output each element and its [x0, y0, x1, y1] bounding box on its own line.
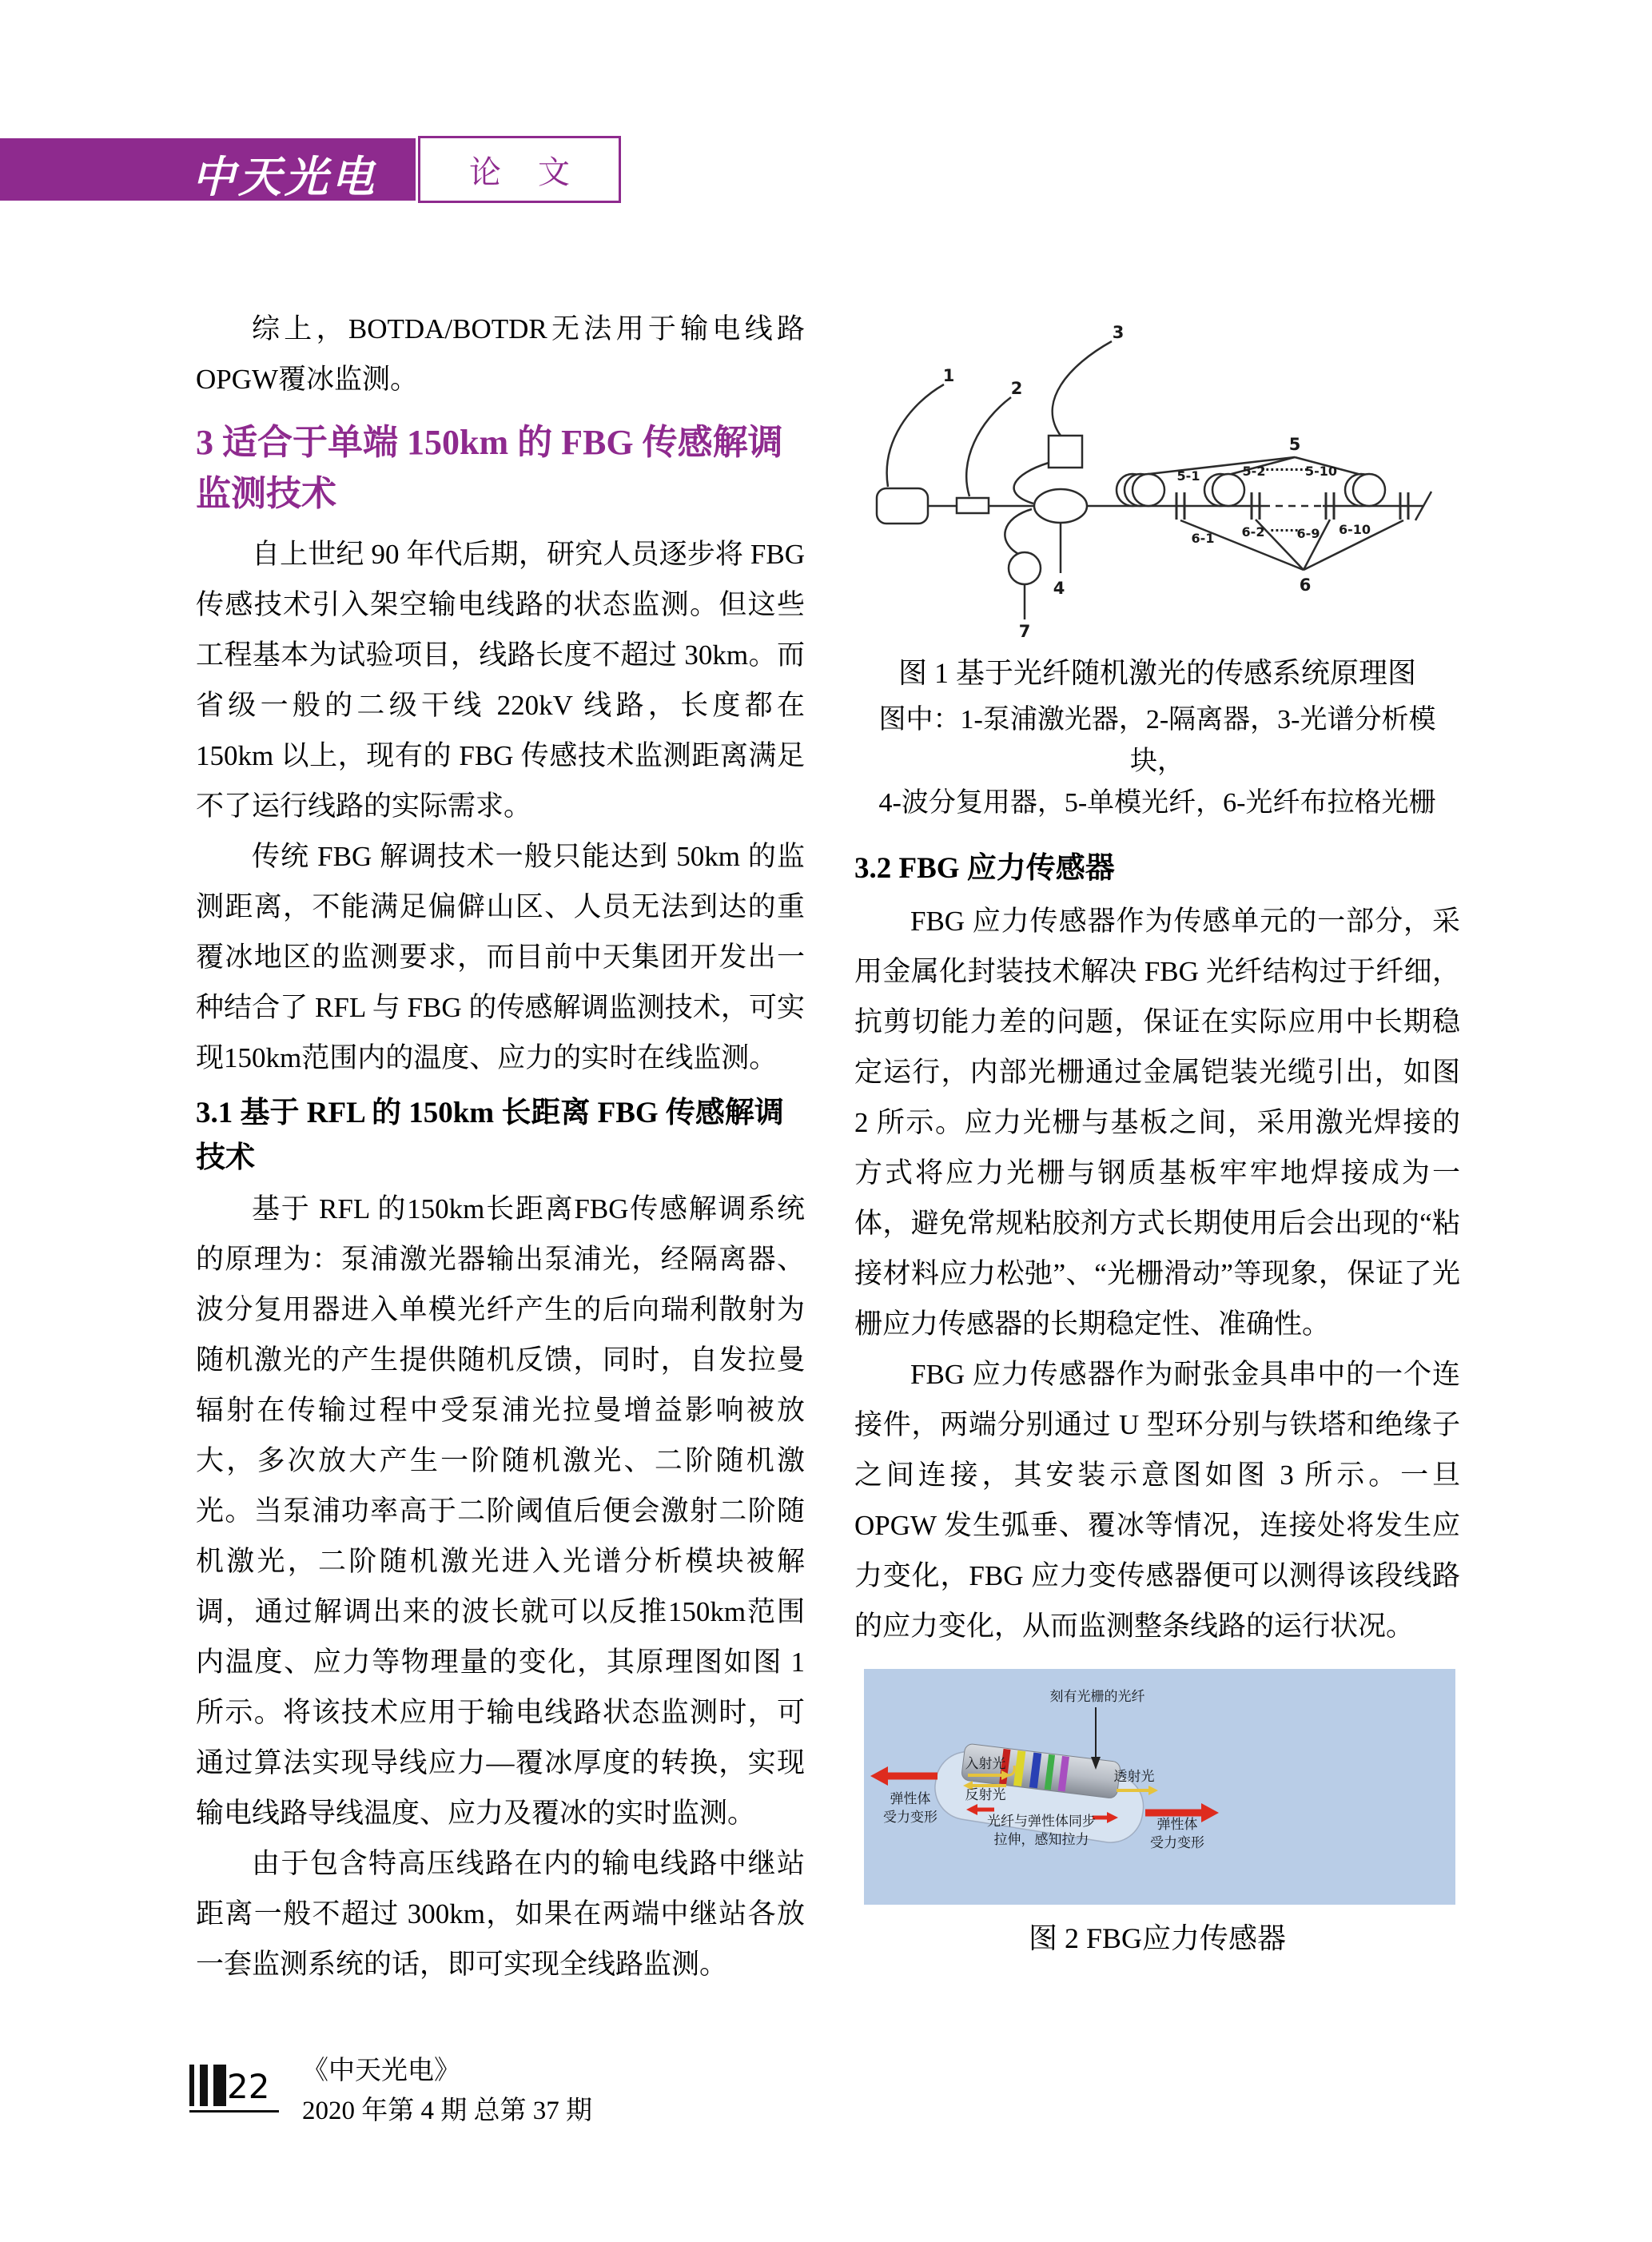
fig2-label-sync-1: 光纤与弹性体同步: [987, 1814, 1096, 1829]
figure1-note-line1: 图中：1-泵浦激光器，2-隔离器，3-光谱分析模块，: [878, 705, 1436, 776]
fig1-label-6-1: 6-1: [1191, 531, 1215, 546]
paragraph-background: 自上世纪 90 年代后期，研究人员逐步将 FBG 传感技术引入架空输电线路的状态监测。但这些工程基本为试验项目，线路长度不超过 30km。而省级一般的二级干线 220kV 线路，长度都在 150km 以上，现有的 FBG 传感技术监测距离满足不了运行线路的实际需求。: [196, 539, 805, 822]
fig1-label-5-10: 5-10: [1304, 464, 1338, 479]
section-3-heading: 3 适合于单端 150km 的 FBG 传感解调监测技术: [196, 423, 783, 513]
figure1-caption: 图 1 基于光纤随机激光的传感系统原理图: [898, 657, 1416, 689]
fig1-leader-3: [1053, 341, 1112, 436]
fig2-label-elastic-left-1: 弹性体: [890, 1791, 931, 1806]
spectrum-analyzer-box: [1049, 436, 1082, 468]
fig2-label-grated-fiber: 刻有光栅的光纤: [1049, 1689, 1145, 1704]
fig1-label-3: 3: [1112, 323, 1125, 342]
right-column: [854, 308, 1460, 1957]
paragraph-relay-station: 由于包含特高压线路在内的输电线路中继站距离一般不超过 300km，如果在两端中继站各放一套监测系统的话，即可实现全线路监测。: [196, 1848, 805, 1980]
figure2-caption: 图 2 FBG应力传感器: [1028, 1922, 1287, 1954]
footer-issue-info: 2020 年第 4 期 总第 37 期: [302, 2097, 592, 2125]
footer-rule: [189, 2110, 279, 2113]
wdm-ellipse: [1034, 489, 1087, 523]
footer-journal-info: [302, 2051, 592, 2131]
fig1-label-6-2: 6-2: [1241, 524, 1265, 540]
fig1-label-6-10: 6-10: [1338, 522, 1371, 537]
fig2-label-reflected: 反射光: [965, 1787, 1006, 1802]
fig1-label-4: 4: [1053, 579, 1065, 598]
figure1-note: [854, 699, 1460, 824]
footer-bar-1: [189, 2065, 194, 2106]
fig1-curve-wdm-to-port7: [1005, 509, 1032, 554]
paper-tag-box: [418, 136, 621, 203]
fig2-label-transmitted: 透射光: [1113, 1769, 1155, 1784]
fig1-label-5-1: 5-1: [1176, 468, 1200, 484]
fig1-dots-5: ··········: [1260, 462, 1309, 477]
footer-bars-icon: [189, 2065, 226, 2106]
fig1-dots-6: ······: [1269, 523, 1300, 538]
figure2-image: [864, 1669, 1455, 1905]
pump-laser-box: [877, 488, 928, 524]
left-column: [196, 304, 805, 1989]
fig1-label-6: 6: [1299, 575, 1312, 595]
fig1-label-5-2: 5-2: [1242, 464, 1266, 479]
figure1-diagram: [854, 308, 1460, 639]
fiber-coil-5-2b: [1212, 474, 1244, 506]
fig1-label-1: 1: [942, 366, 955, 385]
port7-circle: [1009, 552, 1041, 584]
paragraph-rfl-principle: 基于 RFL 的150km长距离FBG传感解调系统的原理为：泵浦激光器输出泵浦光，经隔离器、波分复用器进入单模光纤产生的后向瑞利散射为随机激光的产生提供随机反馈，同时，自发拉曼辐射在传输过程中受泵浦光拉曼增益影响被放大，多次放大产生一阶随机激光、二阶随机激光。当泵浦功率高于二阶阈值后便会激射二阶随机激光，二阶随机激光进入光谱分析模块被解调，通过解调出来的波长就可以反推150km范围内温度、应力等物理量的变化，其原理图如图 1 所示。将该技术应用于输电线路状态监测时，可通过算法实现导线应力—覆冰厚度的转换，实现输电线路导线温度、应力及覆冰的实时监测。: [196, 1193, 805, 1829]
header-brand-bar: [0, 138, 416, 201]
paper-tag-label: 论 文: [469, 153, 584, 190]
footer-journal-name: 《中天光电》: [302, 2057, 460, 2085]
fig1-leader-1: [887, 384, 944, 487]
fig1-label-7: 7: [1018, 622, 1031, 639]
fig2-label-elastic-left-2: 受力变形: [883, 1810, 937, 1825]
fig1-label-5: 5: [1288, 435, 1301, 454]
fig1-label-2: 2: [1010, 379, 1023, 398]
fig1-label-6-9: 6-9: [1296, 526, 1320, 541]
figure1-note-line2: 4-波分复用器，5-单模光纤，6-光纤布拉格光栅: [878, 788, 1436, 818]
fig1-components: [877, 436, 1385, 584]
fiber-coil-5-1c: [1133, 474, 1164, 506]
section-3-1-heading: 3.1 基于 RFL 的 150km 长距离 FBG 传感解调技术: [196, 1097, 784, 1174]
journal-logo: 中天光电: [192, 152, 377, 202]
fig2-label-sync-2: 拉伸，感知拉力: [993, 1832, 1089, 1847]
footer-bar-2: [200, 2065, 208, 2106]
fig1-leader-2: [966, 397, 1011, 496]
paragraph-summary: 综上，BOTDA/BOTDR无法用于输电线路OPGW覆冰监测。: [196, 313, 805, 395]
paragraph-traditional-fbg: 传统 FBG 解调技术一般只能达到 50km 的监测距离，不能满足偏僻山区、人员无法到达的重覆冰地区的监测要求，而目前中天集团开发出一种结合了 RFL 与 FBG 的传感解调监测技术，可实现150km范围内的温度、应力的实时在线监测。: [196, 841, 805, 1073]
paragraph-fbg-install: FBG 应力传感器作为耐张金具串中的一个连接件，两端分别通过 U 型环分别与铁塔和绝缘子之间连接，其安装示意图如图 3 所示。一旦 OPGW 发生弧垂、覆冰等情况，连接处将发生应力变化，FBG 应力变传感器便可以测得该段线路的应力变化，从而监测整条线路的运行状况。: [854, 1359, 1460, 1642]
fiber-coil-5-10b: [1353, 474, 1385, 506]
footer-bar-3: [213, 2065, 226, 2106]
section-3-2-heading: 3.2 FBG 应力传感器: [854, 852, 1115, 885]
fig2-label-elastic-right-2: 受力变形: [1150, 1835, 1204, 1850]
paragraph-fbg-package: FBG 应力传感器作为传感单元的一部分，采用金属化封装技术解决 FBG 光纤结构过于纤细，抗剪切能力差的问题，保证在实际应用中长期稳定运行，内部光栅通过金属铠装光缆引出，如图 2 所示。应力光栅与基板之间，采用激光焊接的方式将应力光栅与钢质基板牢牢地焊接成为一体，避免常规粘胶剂方式长期使用后会出现的“粘接材料应力松弛”、“光栅滑动”等现象，保证了光栅应力传感器的长期稳定性、准确性。: [854, 906, 1460, 1340]
fig2-label-incident: 入射光: [965, 1756, 1006, 1771]
page-number: 22: [227, 2067, 270, 2106]
fig2-label-elastic-right-1: 弹性体: [1156, 1817, 1198, 1832]
isolator-box: [957, 498, 989, 513]
